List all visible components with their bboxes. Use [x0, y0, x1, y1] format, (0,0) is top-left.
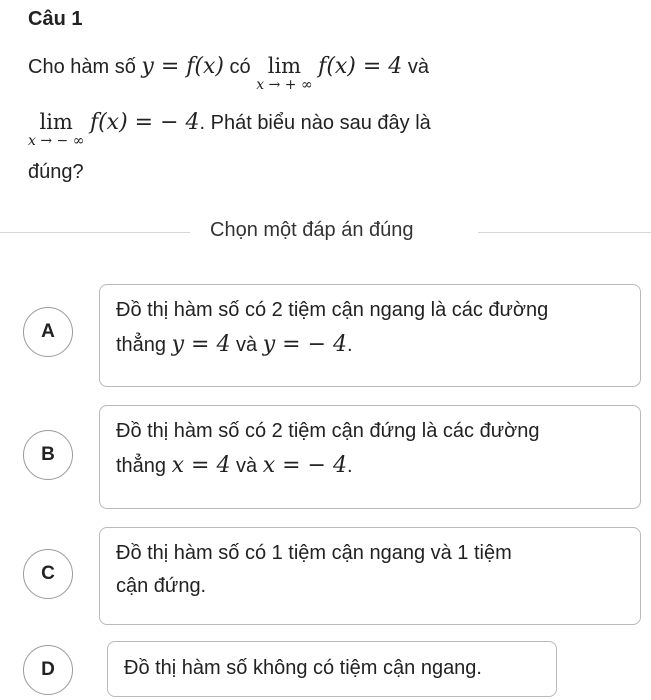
- stem-text-5: đúng?: [28, 161, 84, 183]
- option-b-button[interactable]: [99, 405, 641, 509]
- option-b-line-1: Đồ thị hàm số có 2 tiệm cận đứng là các đường: [116, 420, 540, 442]
- limit-operator: lim: [267, 54, 302, 78]
- option-a-word: thẳng: [116, 334, 167, 356]
- option-a-period: .: [347, 334, 353, 356]
- stem-line-3: [28, 160, 84, 184]
- option-b-text: [116, 418, 630, 481]
- limit-operator: lim: [39, 110, 73, 134]
- stem-equation-function: y = f(x): [141, 54, 224, 79]
- option-c-circle[interactable]: C: [23, 549, 73, 599]
- stem-text-4: . Phát biểu nào sau đây là: [199, 112, 431, 134]
- option-c-line-2: cận đứng.: [116, 575, 207, 597]
- option-b-line-2: [116, 451, 630, 481]
- option-b-word: thẳng: [116, 455, 167, 477]
- limit-plus-infinity: [256, 54, 312, 94]
- option-d-text: Đồ thị hàm số không có tiệm cận ngang.: [124, 657, 482, 679]
- option-a-text: [116, 297, 630, 360]
- stem-line-1: [28, 54, 429, 94]
- option-a-circle[interactable]: A: [23, 307, 73, 357]
- option-a-button[interactable]: [99, 284, 641, 387]
- stem-equation-limit-value: f(x) = 4: [318, 54, 403, 79]
- stem-text-3: và: [407, 56, 429, 78]
- answer-prompt-row: [0, 215, 651, 249]
- option-c-text: [116, 540, 630, 600]
- stem-text-2: có: [229, 56, 251, 78]
- stem-line-2: [28, 110, 431, 150]
- option-a-line-2: [116, 330, 630, 360]
- limit-subscript: x → + ∞: [256, 77, 313, 94]
- option-a-equation-1: y = 4: [171, 332, 231, 357]
- answer-prompt: Chọn một đáp án đúng: [210, 219, 414, 241]
- option-a-equation-2: y = − 4: [262, 332, 348, 357]
- divider-left: [0, 232, 190, 233]
- limit-subscript: x → − ∞: [28, 133, 85, 150]
- option-b-equation-1: x = 4: [171, 453, 231, 478]
- option-c-line-1: Đồ thị hàm số có 1 tiệm cận ngang và 1 tiệm: [116, 542, 512, 564]
- option-d-button[interactable]: [107, 641, 557, 697]
- question-title: Câu 1: [28, 8, 83, 30]
- option-a-line-1: Đồ thị hàm số có 2 tiệm cận ngang là các đường: [116, 299, 549, 321]
- option-c-button[interactable]: [99, 527, 641, 625]
- stem-equation-limit-value: f(x) = − 4: [89, 110, 200, 135]
- option-b-conjunction: và: [236, 455, 258, 477]
- limit-minus-infinity: [28, 110, 84, 150]
- stem-text-1: Cho hàm số: [28, 56, 136, 78]
- option-b-equation-2: x = − 4: [262, 453, 347, 478]
- option-b-period: .: [346, 455, 353, 477]
- option-d-circle[interactable]: D: [23, 645, 73, 695]
- option-a-conjunction: và: [236, 334, 258, 356]
- option-b-circle[interactable]: B: [23, 430, 73, 480]
- divider-right: [478, 232, 651, 233]
